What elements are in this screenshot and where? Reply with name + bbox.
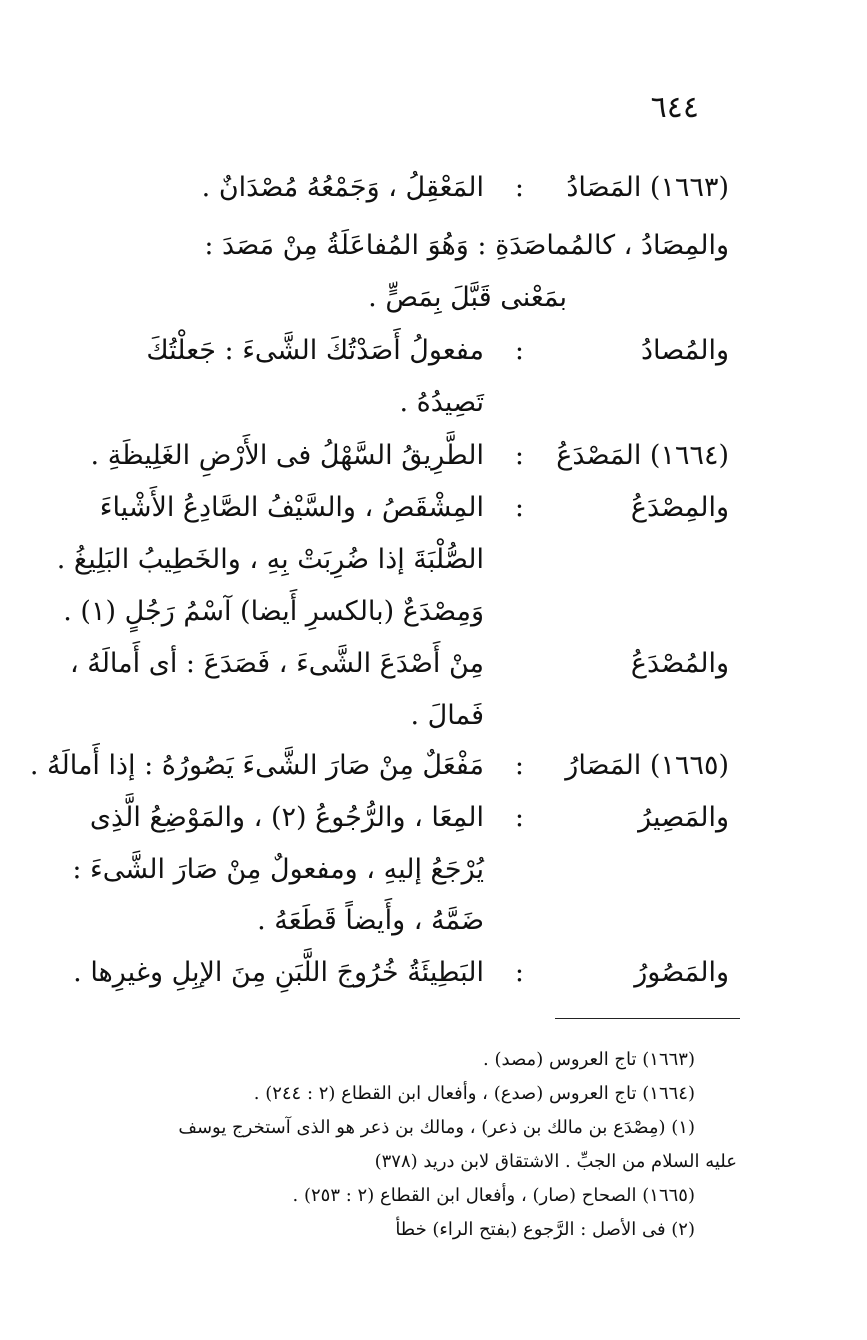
entry-definition: المِعَا ، والرُّجُوعُ (٢) ، والمَوْضِعُ الَّذِى [89,802,484,833]
entry-head: والمُصْدَعُ [630,648,729,679]
entry-colon: : [514,172,524,203]
entry-head: والمَصِيرُ [638,802,729,833]
entry-head: (١٦٦٥) المَصَارُ [565,750,729,781]
entry-colon: : [514,802,524,833]
entry-colon: : [514,440,524,471]
entry-continuation: الصُّلْبَةَ إذا ضُرِبَتْ بِهِ ، والخَطِيبُ البَلِيغُ . [56,544,484,575]
entry-line [29,738,729,794]
entry-line [9,218,729,274]
entry-colon: : [514,750,524,781]
footnote: (١٦٦٤) تاج العروس (صدع) ، وأفعال ابن القطاع (٢ : ٢٤٤) . [253,1083,695,1104]
footnote-divider [555,1018,740,1019]
page-number: ٦٤٤ [650,90,699,125]
footnote: (١٦٦٣) تاج العروس (مصد) . [483,1049,695,1070]
entry-continuation: وَمِصْدَعٌ (بالكسرِ أَيضا) آسْمُ رَجُلٍ (١) . [63,596,484,627]
entry-definition: الطَّرِيقُ السَّهْلُ فى الأَرْضِ الغَلِيظَةِ . [90,440,484,471]
entry-line [69,428,729,484]
entry-line [69,480,729,536]
entry-continuation: فَمالَ . [410,700,484,731]
entry-head: والمُصادُ [640,335,729,366]
entry-definition: مِنْ أَصْدَعَ الشَّىءَ ، فَصَدَعَ : أى أَمالَهُ ، [69,648,484,679]
entry-continuation: يُرْجَعُ إليهِ ، ومفعولٌ مِنْ صَارَ الشَّىءَ : [72,854,484,885]
entry-head: والمَصُورُ [634,957,729,988]
entry-line [69,790,729,846]
entry-colon: : [514,492,524,523]
entry-definition: البَطِيئَةُ خُرُوجَ اللَّبَنِ مِنَ الإبِلِ وغيرِها . [73,957,484,988]
entry-definition: مفعولُ أَصَدْتُكَ الشَّىءَ : جَعلْتُكَ [146,335,484,366]
footnote: (٢) فى الأصل : الرَّجوع (بفتح الراء) خطأ [395,1219,695,1240]
entry-head: والمِصْدَعُ [630,492,729,523]
entry-colon: : [514,957,524,988]
entry-head: (١٦٦٤) المَصْدَعُ [556,440,729,471]
footnote: (١٦٦٥) الصحاح (صار) ، وأفعال ابن القطاع (٢ : ٢٥٣) . [292,1185,695,1206]
entry-continuation: تَصِيدُهُ . [399,387,484,418]
entry-continuation: ضَمَّهُ ، وأَيضاً قَطَعَهُ . [257,905,484,936]
entry-definition: مَفْعَلٌ مِنْ صَارَ الشَّىءَ يَصُورُهُ : إذا أَمالَهُ . [29,750,484,781]
entry-colon: : [514,335,524,366]
entry-line [69,945,729,1001]
entry-line [69,636,729,692]
entry-continuation: بمَعْنى قَبَّلَ بِمَصٍّ . [368,282,567,313]
entry-definition: المَعْقِلُ ، وَجَمْعُهُ مُصْدَانٌ . [201,172,484,203]
footnote: (١) (مِصْدَع بن مالك بن ذعر) ، ومالك بن ذعر هو الذى آستخرج يوسف [178,1117,695,1138]
entry-line [69,323,729,379]
entry-definition: المِشْقَصُ ، والسَّيْفُ الصَّادِعُ الأَشْياءَ [99,492,484,523]
entry-full-line: والمِصَادُ ، كالمُماصَدَةِ : وَهُوَ المُفاعَلَةُ مِنْ مَصَدَ : [204,230,729,261]
footnote: عليه السلام من الجبِّ . الاشتقاق لابن دريد (٣٧٨) [374,1151,737,1172]
entry-head: (١٦٦٣) المَصَادُ [566,172,729,203]
entry-line [69,160,729,216]
